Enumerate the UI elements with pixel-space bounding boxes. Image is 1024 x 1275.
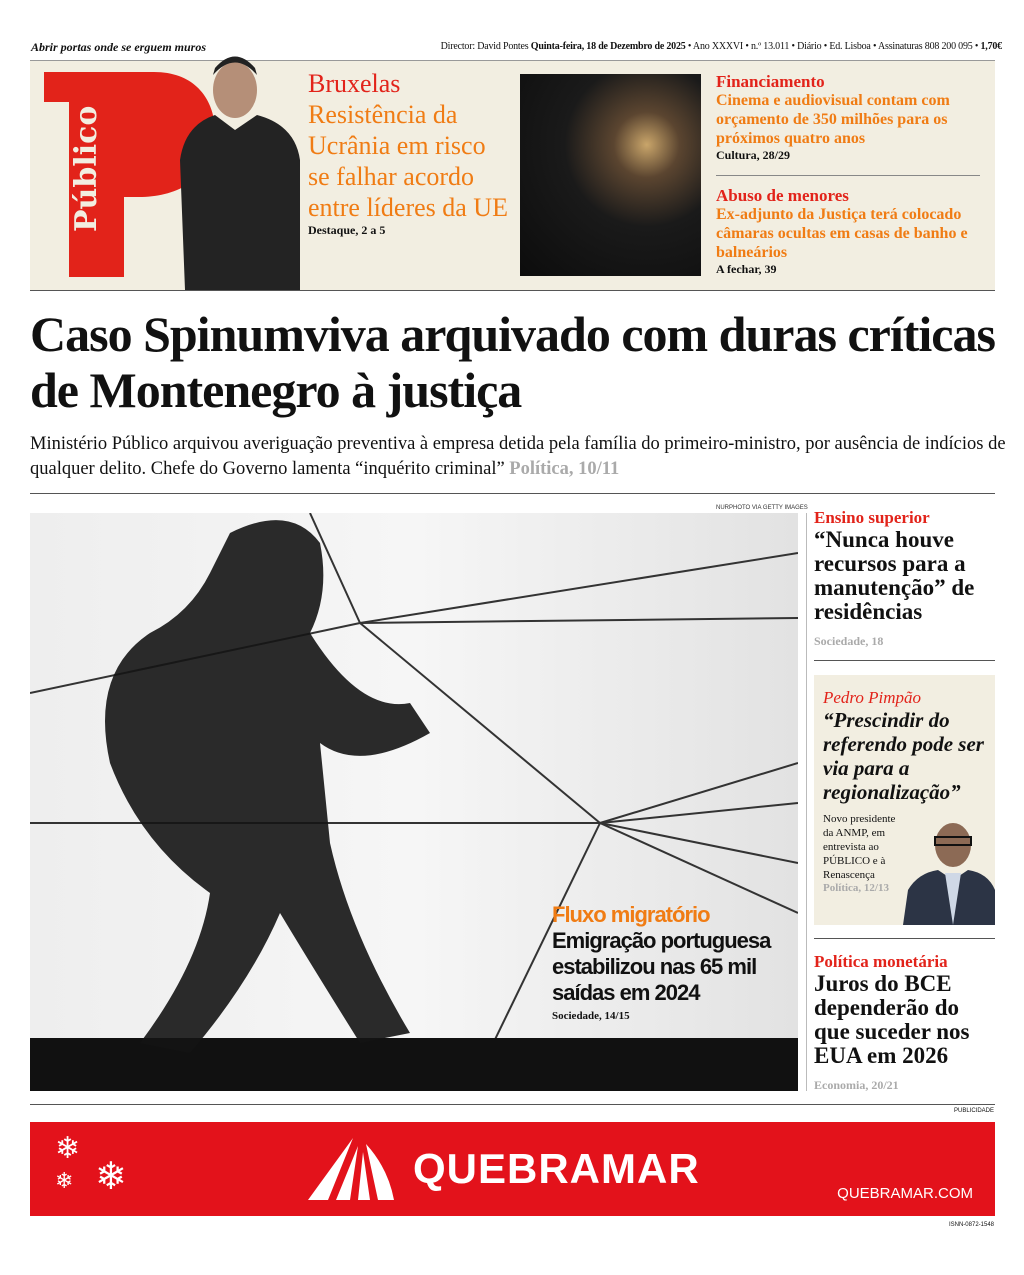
lead-story[interactable] — [308, 68, 508, 238]
story-ref: A fechar, 39 — [716, 262, 777, 276]
snowflake-icon: ❄ — [95, 1156, 127, 1198]
photo-credit: NURPHOTO VIA GETTY IMAGES — [716, 505, 808, 511]
story-headline: “Prescindir do referendo pode ser via para a regionalização” — [823, 708, 984, 804]
story-headline: Juros do BCE dependerão do que suceder nos EUA em 2026 — [814, 971, 970, 1068]
snowflake-icon: ❄ ❄ — [55, 1132, 81, 1193]
story-headline: Emigração portuguesa estabilizou nas 65 mil saídas em 2024 — [552, 928, 771, 1005]
main-headline[interactable]: Caso Spinumviva arquivado com duras críticas de Montenegro à justiça — [30, 306, 995, 418]
price: 1,70€ — [980, 41, 1002, 52]
migration-story[interactable] — [552, 902, 792, 1022]
main-sub-text: Ministério Público arquivou averiguação preventiva à empresa detida pela família do primeiro-ministro, por ausência de indícios de qualquer delito. Chefe do Governo lamenta “inquérito criminal” — [30, 434, 1006, 479]
date: Quinta-feira, 18 de Dezembro de 2025 — [530, 41, 686, 52]
story-ref: Sociedade, 14/15 — [552, 1010, 630, 1022]
ad-brand: QUEBRAMAR — [413, 1145, 700, 1192]
story-ref: Cultura, 28/29 — [716, 148, 791, 162]
zelensky-photo — [175, 50, 305, 290]
ad-label: PUBLICIDADE — [953, 1108, 994, 1114]
story-kicker: Abuso de menores — [716, 186, 849, 205]
story-headline: Ex-adjunto da Justiça terá colocado câmaras ocultas em casas de banho e balneários — [716, 206, 968, 261]
ad-url[interactable]: QUEBRAMAR.COM — [837, 1185, 973, 1202]
story-kicker: Pedro Pimpão — [823, 688, 922, 707]
story-abuso[interactable] — [716, 186, 991, 277]
main-subheadline — [30, 432, 1010, 482]
edition-details: • Ano XXXVI • n.º 13.011 • Diário • Ed. Lisboa • Assinaturas 808 200 095 • — [685, 41, 981, 52]
story-ref: Sociedade, 18 — [814, 634, 884, 648]
camera-operator-photo — [520, 74, 701, 276]
story-kicker: Política monetária — [814, 952, 948, 971]
lead-kicker: Bruxelas — [308, 69, 401, 98]
director: Director: David Pontes — [440, 41, 529, 52]
issn: ISNN-0872-1548 — [948, 1222, 994, 1228]
story-ensino[interactable] — [814, 508, 999, 649]
lead-headline: Resistência da Ucrânia em risco se falhar acordo entre líderes da UE — [308, 100, 508, 222]
pimpao-photo — [903, 815, 995, 925]
story-kicker: Financiamento — [716, 72, 825, 91]
story-headline: Cinema e audiovisual contam com orçamento de 350 milhões para os próximos quatro anos — [716, 92, 950, 147]
story-kicker: Fluxo migratório — [552, 902, 710, 927]
svg-text:Público: Público — [69, 105, 104, 232]
story-kicker: Ensino superior — [814, 508, 930, 527]
story-ref: Política, 12/13 — [823, 882, 889, 894]
quebramar-ad[interactable] — [30, 1122, 995, 1216]
story-body: Novo presidente da ANMP, em entrevista ao PÚBLICO e à Renascença — [823, 813, 896, 881]
story-headline: “Nunca houve recursos para a manutenção” de residências — [814, 527, 975, 624]
quebramar-logo-icon — [308, 1138, 394, 1200]
main-ref: Política, 10/11 — [509, 459, 620, 479]
column-divider — [806, 513, 807, 1091]
story-bce[interactable] — [814, 952, 999, 1093]
story-ref: Economia, 20/21 — [814, 1078, 899, 1092]
lead-ref: Destaque, 2 a 5 — [308, 223, 386, 237]
tagline: Abrir portas onde se erguem muros — [31, 40, 207, 54]
masthead-info — [441, 41, 1002, 52]
story-financiamento[interactable] — [716, 72, 991, 163]
